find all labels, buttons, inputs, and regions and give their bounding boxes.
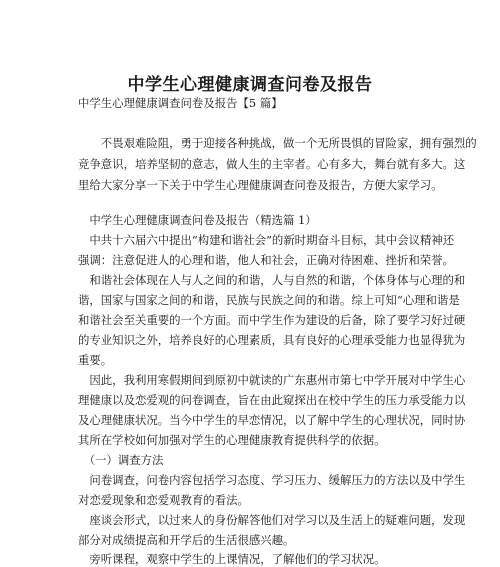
paragraph-line: 旁听课程，观察中学生的上课情况，了解他们的学习状况。 xyxy=(78,552,386,566)
paragraph-line: 不畏艰难险阻，勇于迎接各种挑战，做一个无所畏惧的冒险家，拥有强烈的 xyxy=(78,136,477,150)
paragraph-line: 其所在学校如何加强对学生的心理健康教育提供科学的依据。 xyxy=(78,433,386,447)
paragraph-line: 理健康以及恋爱观的问卷调查，旨在由此窥探出在校中学生的压力承受能力以 xyxy=(78,393,466,407)
section-subheading: （一）调查方法 xyxy=(78,453,164,467)
paragraph-line: 及心理健康状况。当今中学生的早恋情况，以了解中学生的心理状况，同时协 xyxy=(78,413,466,427)
paragraph-line: 和谐社会至关重要的一个方面。而中学生作为建设的后备，除了要学习好过硬 xyxy=(78,313,466,327)
paragraph-line: 竞争意识，培养坚韧的意志，做人生的主宰者。心有多大，舞台就有多大。这 xyxy=(78,157,466,171)
document-title: 中学生心理健康调查问卷及报告 xyxy=(127,75,373,95)
section-heading: 中学生心理健康调查问卷及报告（精选篇 1） xyxy=(78,213,317,227)
paragraph-line: 对恋爱现象和恋爱观教育的看法。 xyxy=(78,493,249,507)
paragraph-line: 强调：注意促进人的心理和谐，他人和社会，正确对待困难、挫折和荣誉。 xyxy=(78,253,454,267)
subtitle-line: 中学生心理健康调查问卷及报告【5 篇】 xyxy=(78,96,283,110)
paragraph-line: 因此，我利用寒假期间到原初中就读的广东惠州市第七中学开展对中学生心 xyxy=(78,373,466,387)
paragraph-line: 和谐社会体现在人与人之间的和谐，人与自然的和谐，个体身体与心理的和 xyxy=(78,273,466,287)
paragraph-line: 里给大家分享一下关于中学生心理健康调查问卷及报告，方便大家学习。 xyxy=(78,178,443,192)
paragraph-line: 中共十六届六中提出“构建和谐社会”的新时期奋斗目标，其中会议精神还 xyxy=(78,233,455,247)
paragraph-line: 部分对成绩提高和开学后的生活很感兴趣。 xyxy=(78,533,295,547)
paragraph-line: 问卷调查，问卷内容包括学习态度、学习压力、缓解压力的方法以及中学生 xyxy=(78,473,466,487)
paragraph-line: 的专业知识之外，培养良好的心理素质，具有良好的心理承受能力也显得犹为 xyxy=(78,333,466,347)
paragraph-line: 谐，国家与国家之间的和谐，民族与民族之间的和谐。综上可知“心理和谐是 xyxy=(78,293,460,307)
paragraph-line: 座谈会形式，以过来人的身份解答他们对学习以及生活上的疑难问题，发现 xyxy=(78,513,466,527)
paragraph-line: 重要。 xyxy=(78,353,113,367)
